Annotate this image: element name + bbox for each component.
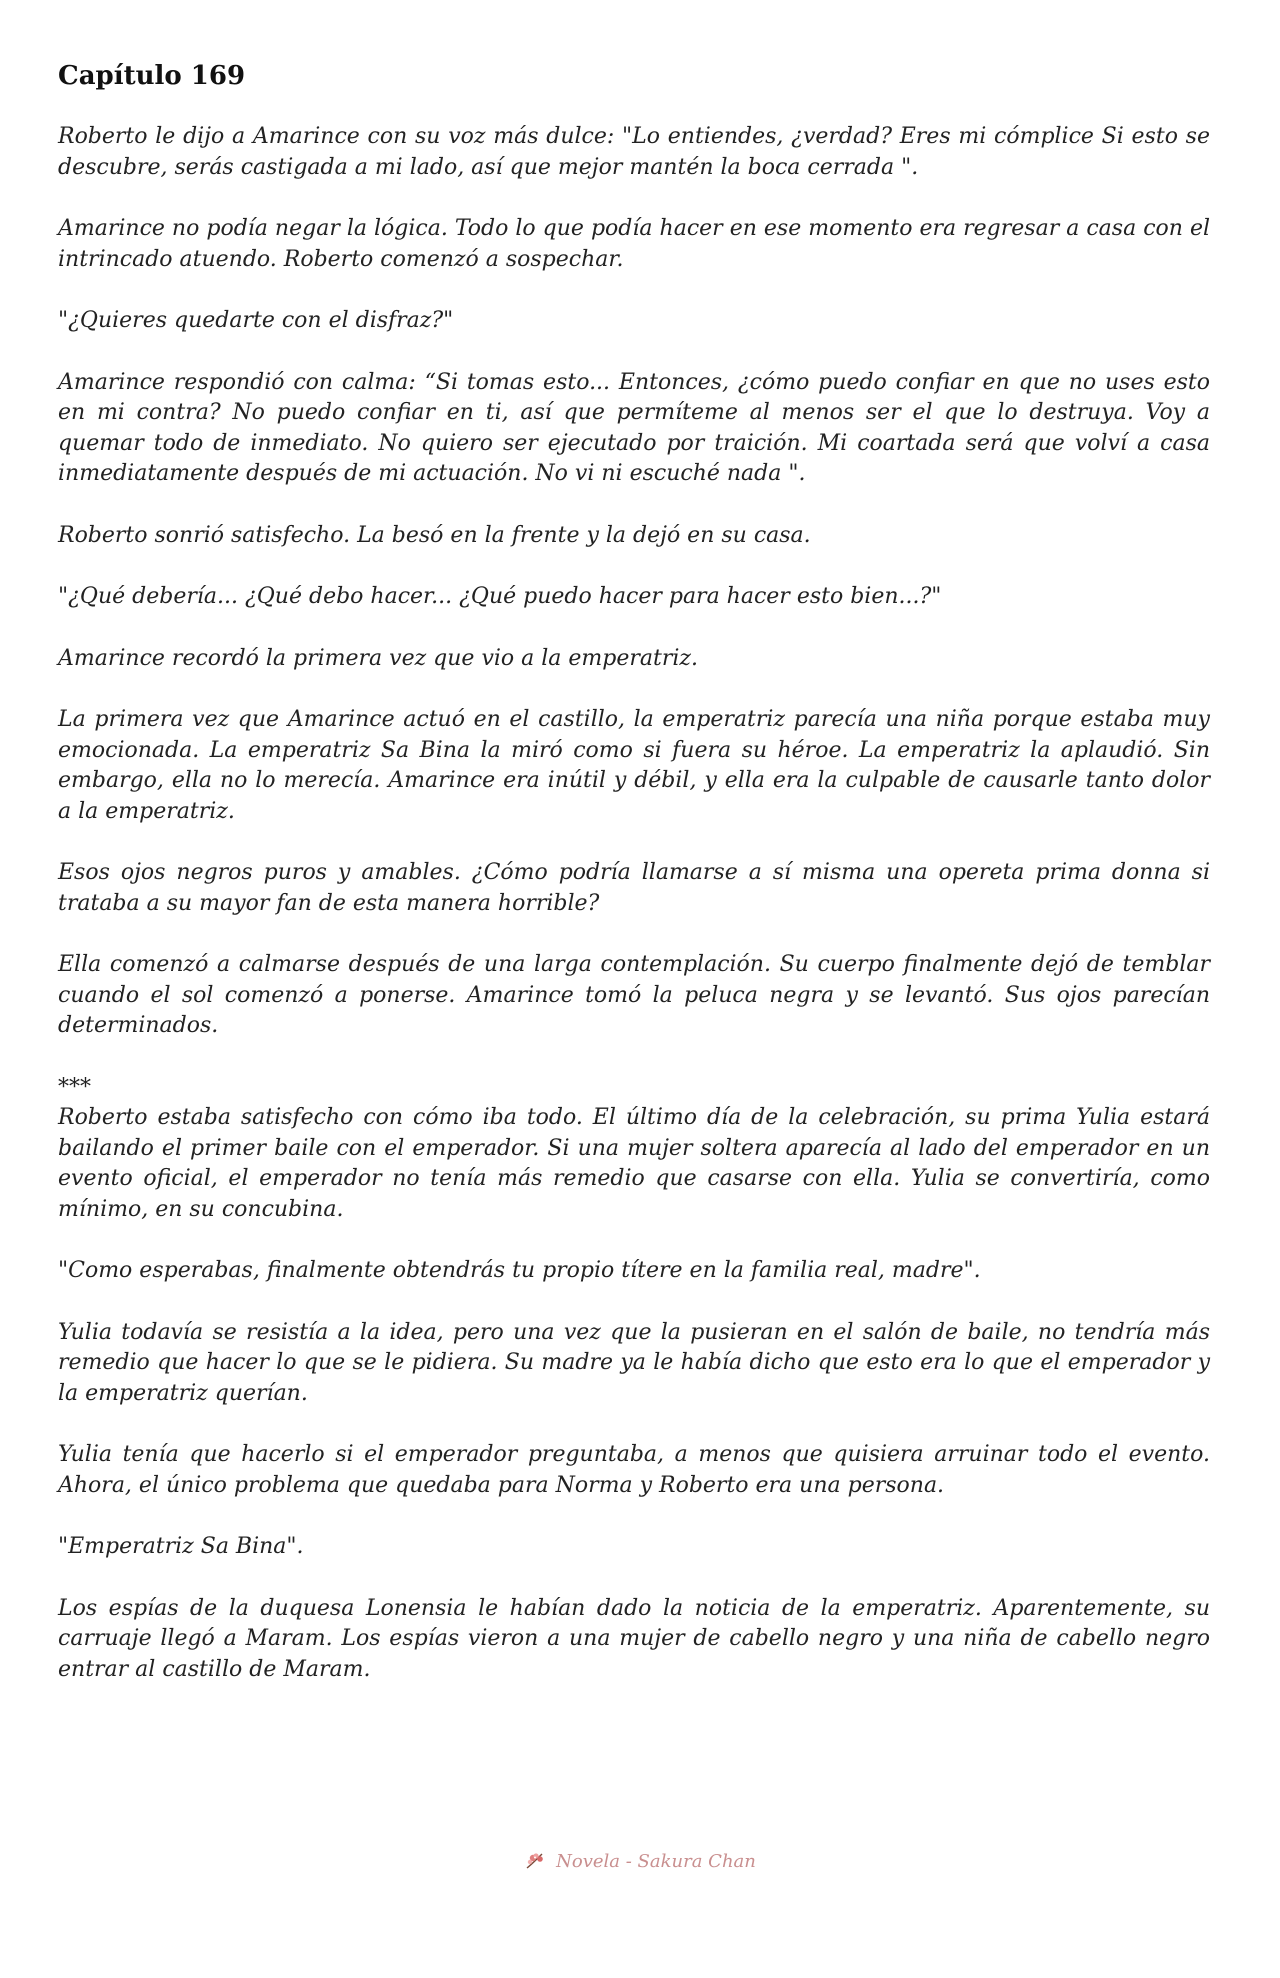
watermark-text: Novela - Sakura Chan bbox=[556, 1850, 756, 1872]
paragraph: Ella comenzó a calmarse después de una larga contemplación. Su cuerpo finalmente dejó de temblar cuando el sol comenzó a ponerse. Amarince tomó la peluca negra y se levantó. Sus ojos parecían determinados. bbox=[58, 952, 1210, 1038]
paragraph: "¿Qué debería... ¿Qué debo hacer... ¿Qué puedo hacer para hacer esto bien...?" bbox=[58, 584, 942, 609]
paragraph: Yulia tenía que hacerlo si el emperador preguntaba, a menos que quisiera arruinar todo el evento. Ahora, el único problema que quedaba para Norma y Roberto era una persona. bbox=[58, 1442, 1210, 1498]
chapter-title: Capítulo 169 bbox=[58, 61, 246, 91]
paragraph: Roberto sonrió satisfecho. La besó en la frente y la dejó en su casa. bbox=[58, 522, 811, 548]
sakura-blossom-icon bbox=[524, 1850, 550, 1872]
paragraph: "Emperatriz Sa Bina". bbox=[58, 1534, 304, 1559]
paragraph: Yulia todavía se resistía a la idea, pero una vez que la pusieran en el salón de baile, no tendría más remedio que hacer lo que se le pidiera. Su madre ya le había dicho que esto era lo que el emperador y la emperatriz querían. bbox=[58, 1319, 1210, 1406]
paragraph: Amarince recordó la primera vez que vio a la emperatriz. bbox=[58, 645, 698, 671]
paragraph: "¿Quieres quedarte con el disfraz?" bbox=[58, 308, 454, 333]
section-separator: *** bbox=[58, 1074, 91, 1100]
paragraph: Amarince respondió con calma: “Si tomas esto... Entonces, ¿cómo puedo confiar en que no uses esto en mi contra? No puedo confiar en ti, así que permíteme al menos ser el que lo destruya. Voy a quemar todo de inmediato. No quiero ser ejecutado por traición. Mi coartada será que volví a casa inmediatamente después de mi actuación. No vi ni escuché nada ". bbox=[58, 369, 1210, 486]
paragraph: La primera vez que Amarince actuó en el castillo, la emperatriz parecía una niña porque estaba muy emocionada. La emperatriz Sa Bina la miró como si fuera su héroe. La emperatriz la aplaudió. Sin embargo, ella no lo merecía. Amarince era inútil y débil, y ella era la culpable de causarle tanto dolor a la emperatriz. bbox=[58, 707, 1210, 824]
paragraph: "Como esperabas, finalmente obtendrás tu propio títere en la familia real, madre". bbox=[58, 1258, 981, 1283]
paragraph: Los espías de la duquesa Lonensia le habían dado la noticia de la emperatriz. Aparentemente, su carruaje llegó a Maram. Los espías vieron a una mujer de cabello negro y una niña de cabello negro entrar al castillo de Maram. bbox=[58, 1595, 1210, 1682]
paragraph: Roberto estaba satisfecho con cómo iba todo. El último día de la celebración, su prima Yulia estará bailando el primer baile con el emperador. Si una mujer soltera aparecía al lado del emperador en un evento oficial, el emperador no tenía más remedio que casarse con ella. Yulia se convertiría, como mínimo, en su concubina. bbox=[58, 1105, 1210, 1222]
document-page bbox=[58, 58, 1210, 1716]
footer-watermark bbox=[0, 1850, 1280, 1877]
paragraph: Amarince no podía negar la lógica. Todo lo que podía hacer en ese momento era regresar a casa con el intrincado atuendo. Roberto comenzó a sospechar. bbox=[58, 216, 1210, 272]
paragraph: Roberto le dijo a Amarince con su voz más dulce: "Lo entiendes, ¿verdad? Eres mi cómplice Si esto se descubre, serás castigada a mi lado, así que mejor mantén la boca cerrada ". bbox=[58, 124, 1210, 180]
paragraph: Esos ojos negros puros y amables. ¿Cómo podría llamarse a sí misma una opereta prima donna si trataba a su mayor fan de esta manera horrible? bbox=[58, 860, 1210, 916]
